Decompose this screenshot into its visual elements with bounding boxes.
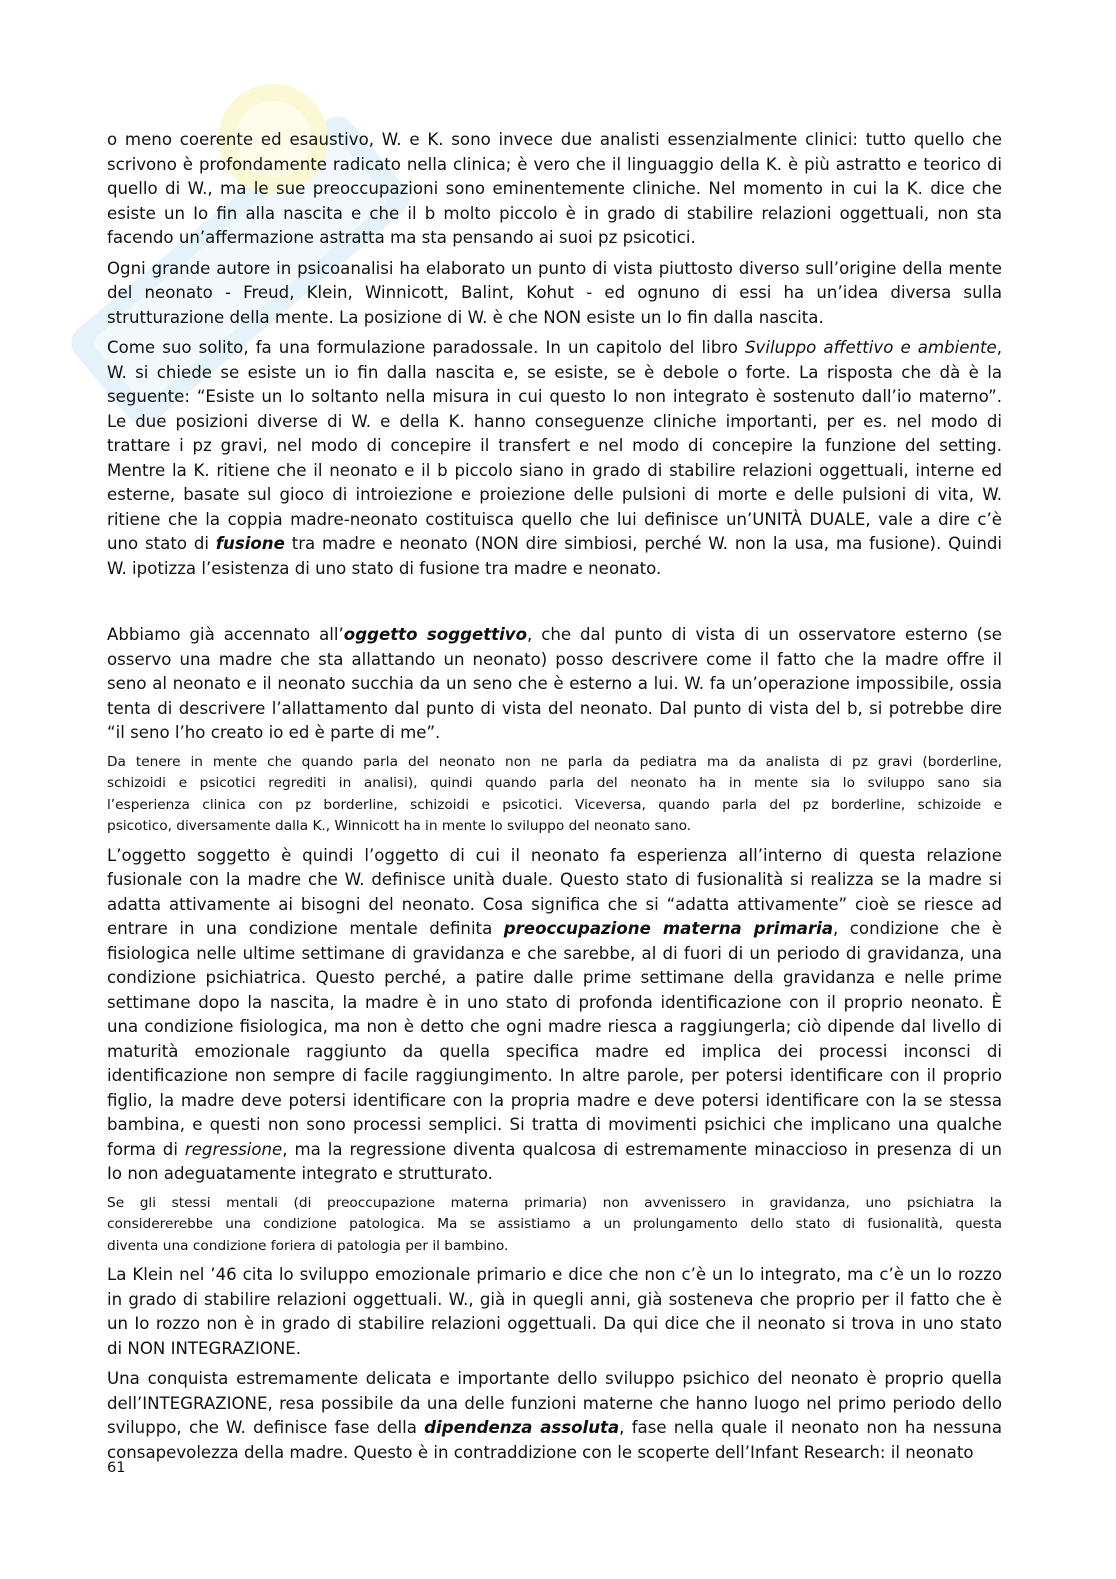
text-line	[107, 672, 1002, 697]
emphasis-text: regressione	[184, 1139, 283, 1159]
text-line	[107, 697, 1002, 722]
text-line	[107, 1312, 1002, 1337]
note-paragraph	[107, 1193, 1002, 1258]
text-run: , ma la regressione diventa qualcosa di estremamente minaccioso in presenza di un	[282, 1139, 1002, 1159]
text-line	[107, 153, 1002, 178]
text-run: Come suo solito, fa una formulazione paradossale. In un capitolo del libro	[107, 338, 745, 357]
text-run: Le due posizioni diverse di W. e della K. hanno conseguenze cliniche importanti, per es. nel modo di	[107, 411, 1002, 431]
body-paragraph	[107, 1367, 1002, 1465]
text-line	[107, 336, 1002, 361]
text-run: trattare i pz gravi, nel modo di concepire il transfert e nel modo di concepire la funzione del setting.	[107, 436, 1002, 455]
text-line	[107, 1015, 1002, 1040]
text-line	[107, 385, 1002, 410]
text-run: identificazione non sempre di facile raggiungimento. In altre parole, per potersi identificare con il proprio	[107, 1066, 1002, 1085]
text-line	[107, 410, 1002, 435]
text-run: una condizione fisiologica, ma non è detto che ogni madre riesca a raggiungerla; ciò dipende dal livello di	[107, 1017, 1002, 1036]
note-paragraph	[107, 752, 1002, 838]
text-line	[107, 648, 1002, 673]
emphasis-text: preoccupazione materna primaria	[503, 919, 834, 938]
text-line	[107, 361, 1002, 386]
text-run: forma di	[107, 1139, 185, 1159]
text-run: figlio, la madre deve potersi identificare con la propria madre e deve potersi identificare con la se stessa	[107, 1090, 1002, 1110]
text-run: ,	[996, 338, 1002, 357]
text-run: di NON INTEGRAZIONE.	[107, 1338, 302, 1358]
text-line	[107, 1416, 1002, 1441]
text-run: adatta attivamente ai bisogni del neonato. Cosa significa che si “adatta attivamente” cioè se riesce ad	[107, 894, 1002, 914]
text-line	[107, 508, 1002, 533]
text-line	[107, 128, 1002, 153]
text-line	[107, 281, 1002, 306]
text-run: seguente: “Esiste un Io soltanto nella misura in cui questo Io non integrato è sostenuto dall’io materno”.	[107, 387, 1002, 406]
text-line	[107, 1263, 1002, 1288]
text-run: , condizione che è	[833, 919, 1003, 938]
text-run: scrivono è profondamente radicato nella clinica; è vero che il linguaggio della K. è più astratto e teorico di	[107, 154, 1002, 174]
text-line	[107, 177, 1002, 202]
text-run: seno al neonato e il neonato succhia da un seno che è esterno a lui. W. fa un’operazione impossibile, ossia	[107, 674, 1002, 693]
body-paragraph	[107, 1263, 1002, 1361]
text-run: Mentre la K. ritiene che il neonato e il b piccolo siano in grado di stabilire relazioni oggettuali, interne ed	[107, 460, 1002, 480]
emphasis-text: dipendenza assoluta	[424, 1418, 620, 1437]
text-run: fusionale con la madre che W. definisce unità duale. Questo stato di fusionalità si realizza se la madre si	[107, 870, 1002, 889]
body-paragraph	[107, 844, 1002, 1187]
text-run: diventa una condizione foriera di patologia per il bambino.	[107, 1237, 509, 1254]
text-line	[107, 257, 1002, 282]
text-run: L’oggetto soggetto è quindi l’oggetto di cui il neonato fa esperienza all’interno di questa relazione	[107, 845, 1002, 865]
text-line	[107, 816, 1002, 838]
text-line	[107, 1441, 1002, 1466]
text-run: Abbiamo già accennato all’	[107, 625, 344, 644]
text-run: sviluppo, che W. definisce fase della	[107, 1418, 425, 1437]
text-line	[107, 1064, 1002, 1089]
text-line	[107, 752, 1002, 774]
text-run: Io non adeguatamente integrato e strutturato.	[107, 1164, 493, 1183]
text-line	[107, 942, 1002, 967]
text-line	[107, 532, 1002, 557]
text-line	[107, 226, 1002, 251]
text-line	[107, 1392, 1002, 1417]
text-run: bambina, e questi non sono processi semplici. Si tratta di movimenti psichici che implicano una qualche	[107, 1115, 1002, 1134]
body-paragraph	[107, 257, 1002, 331]
text-line	[107, 1040, 1002, 1065]
body-paragraph	[107, 336, 1002, 581]
body-paragraph	[107, 623, 1002, 746]
text-line	[107, 459, 1002, 484]
text-line	[107, 917, 1002, 942]
text-run: un Io rozzo non è in grado di stabilire relazioni oggettuali. Da qui dice che il neonato si trova in uno stato	[107, 1314, 1002, 1333]
text-run: tenta di descrivere l’allattamento dal punto di vista del neonato. Dal punto di vista del b, si potrebbe dire	[107, 698, 1002, 718]
text-run: osservo una madre che sta allattando un neonato) posso descrivere come il fatto che la madre offre il	[107, 649, 1002, 669]
text-run: considererebbe una condizione patologica. Ma se assistiamo a un prolungamento dello stato di fusionalità, questa	[107, 1216, 1002, 1232]
text-run: psicotico, diversamente dalla K., Winnicott ha in mente lo sviluppo del neonato sano.	[107, 818, 692, 834]
text-line	[107, 557, 1002, 582]
text-line	[107, 868, 1002, 893]
text-run: Se gli stessi mentali (di preoccupazione materna primaria) non avvenissero in gravidanza, uno psichiatra la	[107, 1194, 1002, 1211]
text-line	[107, 1138, 1002, 1163]
emphasis-text: oggetto soggettivo	[343, 625, 527, 644]
text-run: l’esperienza clinica con pz borderline, schizoidi e psicotici. Viceversa, quando parla del pz borderline, schizoide e	[107, 796, 1002, 813]
text-line	[107, 483, 1002, 508]
text-line	[107, 773, 1002, 795]
text-run: facendo un’affermazione astratta ma sta pensando ai suoi pz psicotici.	[107, 228, 696, 247]
text-run: o meno coerente ed esaustivo, W. e K. sono invece due analisti essenzialmente clinici: tutto quello che	[107, 130, 1002, 149]
text-run: , fase nella quale il neonato non ha nessuna	[619, 1418, 1002, 1437]
text-run: fisiologica nelle ultime settimane di gravidanza e che sarebbe, al di fuori di un periodo di gravidanza, una	[107, 943, 1002, 963]
text-line	[107, 1367, 1002, 1392]
emphasis-text: Sviluppo affettivo e ambiente	[745, 338, 997, 357]
text-line	[107, 844, 1002, 869]
text-run: tra madre e neonato (NON dire simbiosi, perché W. non la usa, ma fusione). Quindi	[284, 534, 1002, 553]
text-run: entrare in una condizione mentale definita	[107, 919, 504, 938]
text-run: in grado di stabilire relazioni oggettuali. W., già in quegli anni, già sosteneva che proprio per il fatto che è	[107, 1289, 1002, 1309]
text-line	[107, 1214, 1002, 1236]
text-run: dell’INTEGRAZIONE, resa possibile da una delle funzioni materne che hanno luogo nel primo periodo dello	[107, 1393, 1002, 1413]
text-run: Una conquista estremamente delicata e importante dello sviluppo psichico del neonato è proprio quella	[107, 1369, 1002, 1388]
text-line	[107, 1236, 1002, 1258]
text-run: W. ipotizza l’esistenza di uno stato di fusione tra madre e neonato.	[107, 558, 662, 578]
text-line	[107, 202, 1002, 227]
text-line	[107, 1193, 1002, 1215]
text-line	[107, 1162, 1002, 1187]
text-run: esterne, basate sul gioco di introiezione e proiezione delle pulsioni di morte e delle pulsioni di vita, W.	[107, 485, 1002, 504]
text-run: condizione psichiatrica. Questo perché, a patire dalle prime settimane della gravidanza e nelle prime	[107, 968, 1002, 987]
emphasis-text: fusione	[215, 534, 285, 553]
text-run: Ogni grande autore in psicoanalisi ha elaborato un punto di vista piuttosto diverso sull’origine della mente	[107, 258, 1002, 278]
text-line	[107, 1337, 1002, 1362]
page-number: 61	[107, 1460, 126, 1476]
text-line	[107, 623, 1002, 648]
text-run: quello di W., ma le sue preoccupazioni sono eminentemente cliniche. Nel momento in cui la K. dice che	[107, 179, 1002, 198]
text-run: Da tenere in mente che quando parla del neonato non ne parla da pediatra ma da analista di pz gravi (borderline,	[107, 753, 1002, 770]
document-body	[107, 128, 1002, 1465]
text-line	[107, 991, 1002, 1016]
text-line	[107, 434, 1002, 459]
text-run: strutturazione della mente. La posizione di W. è che NON esiste un Io fin dalla nascita.	[107, 307, 824, 327]
text-run: schizoidi e psicotici regrediti in analisi), quindi quando parla del neonato ha in mente sia lo sviluppo sano sia	[107, 775, 1002, 791]
text-run: uno stato di	[107, 534, 216, 553]
text-line	[107, 893, 1002, 918]
text-line	[107, 721, 1002, 746]
text-line	[107, 1113, 1002, 1138]
body-paragraph	[107, 128, 1002, 251]
text-run: , che dal punto di vista di un osservatore esterno (se	[526, 625, 1002, 644]
text-run: “il seno l’ho creato io ed è parte di me”.	[107, 723, 441, 742]
text-line	[107, 1288, 1002, 1313]
text-line	[107, 795, 1002, 817]
text-run: esiste un Io fin alla nascita e che il b molto piccolo è in grado di stabilire relazioni oggettuali, non sta	[107, 203, 1002, 223]
text-line	[107, 1089, 1002, 1114]
text-run: La Klein nel ’46 cita lo sviluppo emozionale primario e dice che non c’è un Io integrato, ma c’è un Io rozzo	[107, 1265, 1002, 1284]
text-line	[107, 966, 1002, 991]
text-run: W. si chiede se esiste un io fin dalla nascita e, se esiste, se è debole o forte. La risposta che dà è la	[107, 362, 1002, 382]
text-line	[107, 306, 1002, 331]
text-run: ritiene che la coppia madre-neonato costituisca quello che lui definisce un’UNITÀ DUALE, vale a dire c’è	[107, 509, 1002, 529]
text-run: consapevolezza della madre. Questo è in contraddizione con le scoperte dell’Infant Research: il neonato	[107, 1442, 974, 1462]
text-run: settimane dopo la nascita, la madre è in uno stato di profonda identificazione con il proprio neonato. È	[107, 992, 1002, 1012]
text-run: maturità emozionale raggiunto da quella specifica madre ed implica dei processi inconsci di	[107, 1041, 1002, 1061]
text-run: del neonato - Freud, Klein, Winnicott, Balint, Kohut - ed ognuno di essi ha un’idea diversa sulla	[107, 283, 1002, 302]
